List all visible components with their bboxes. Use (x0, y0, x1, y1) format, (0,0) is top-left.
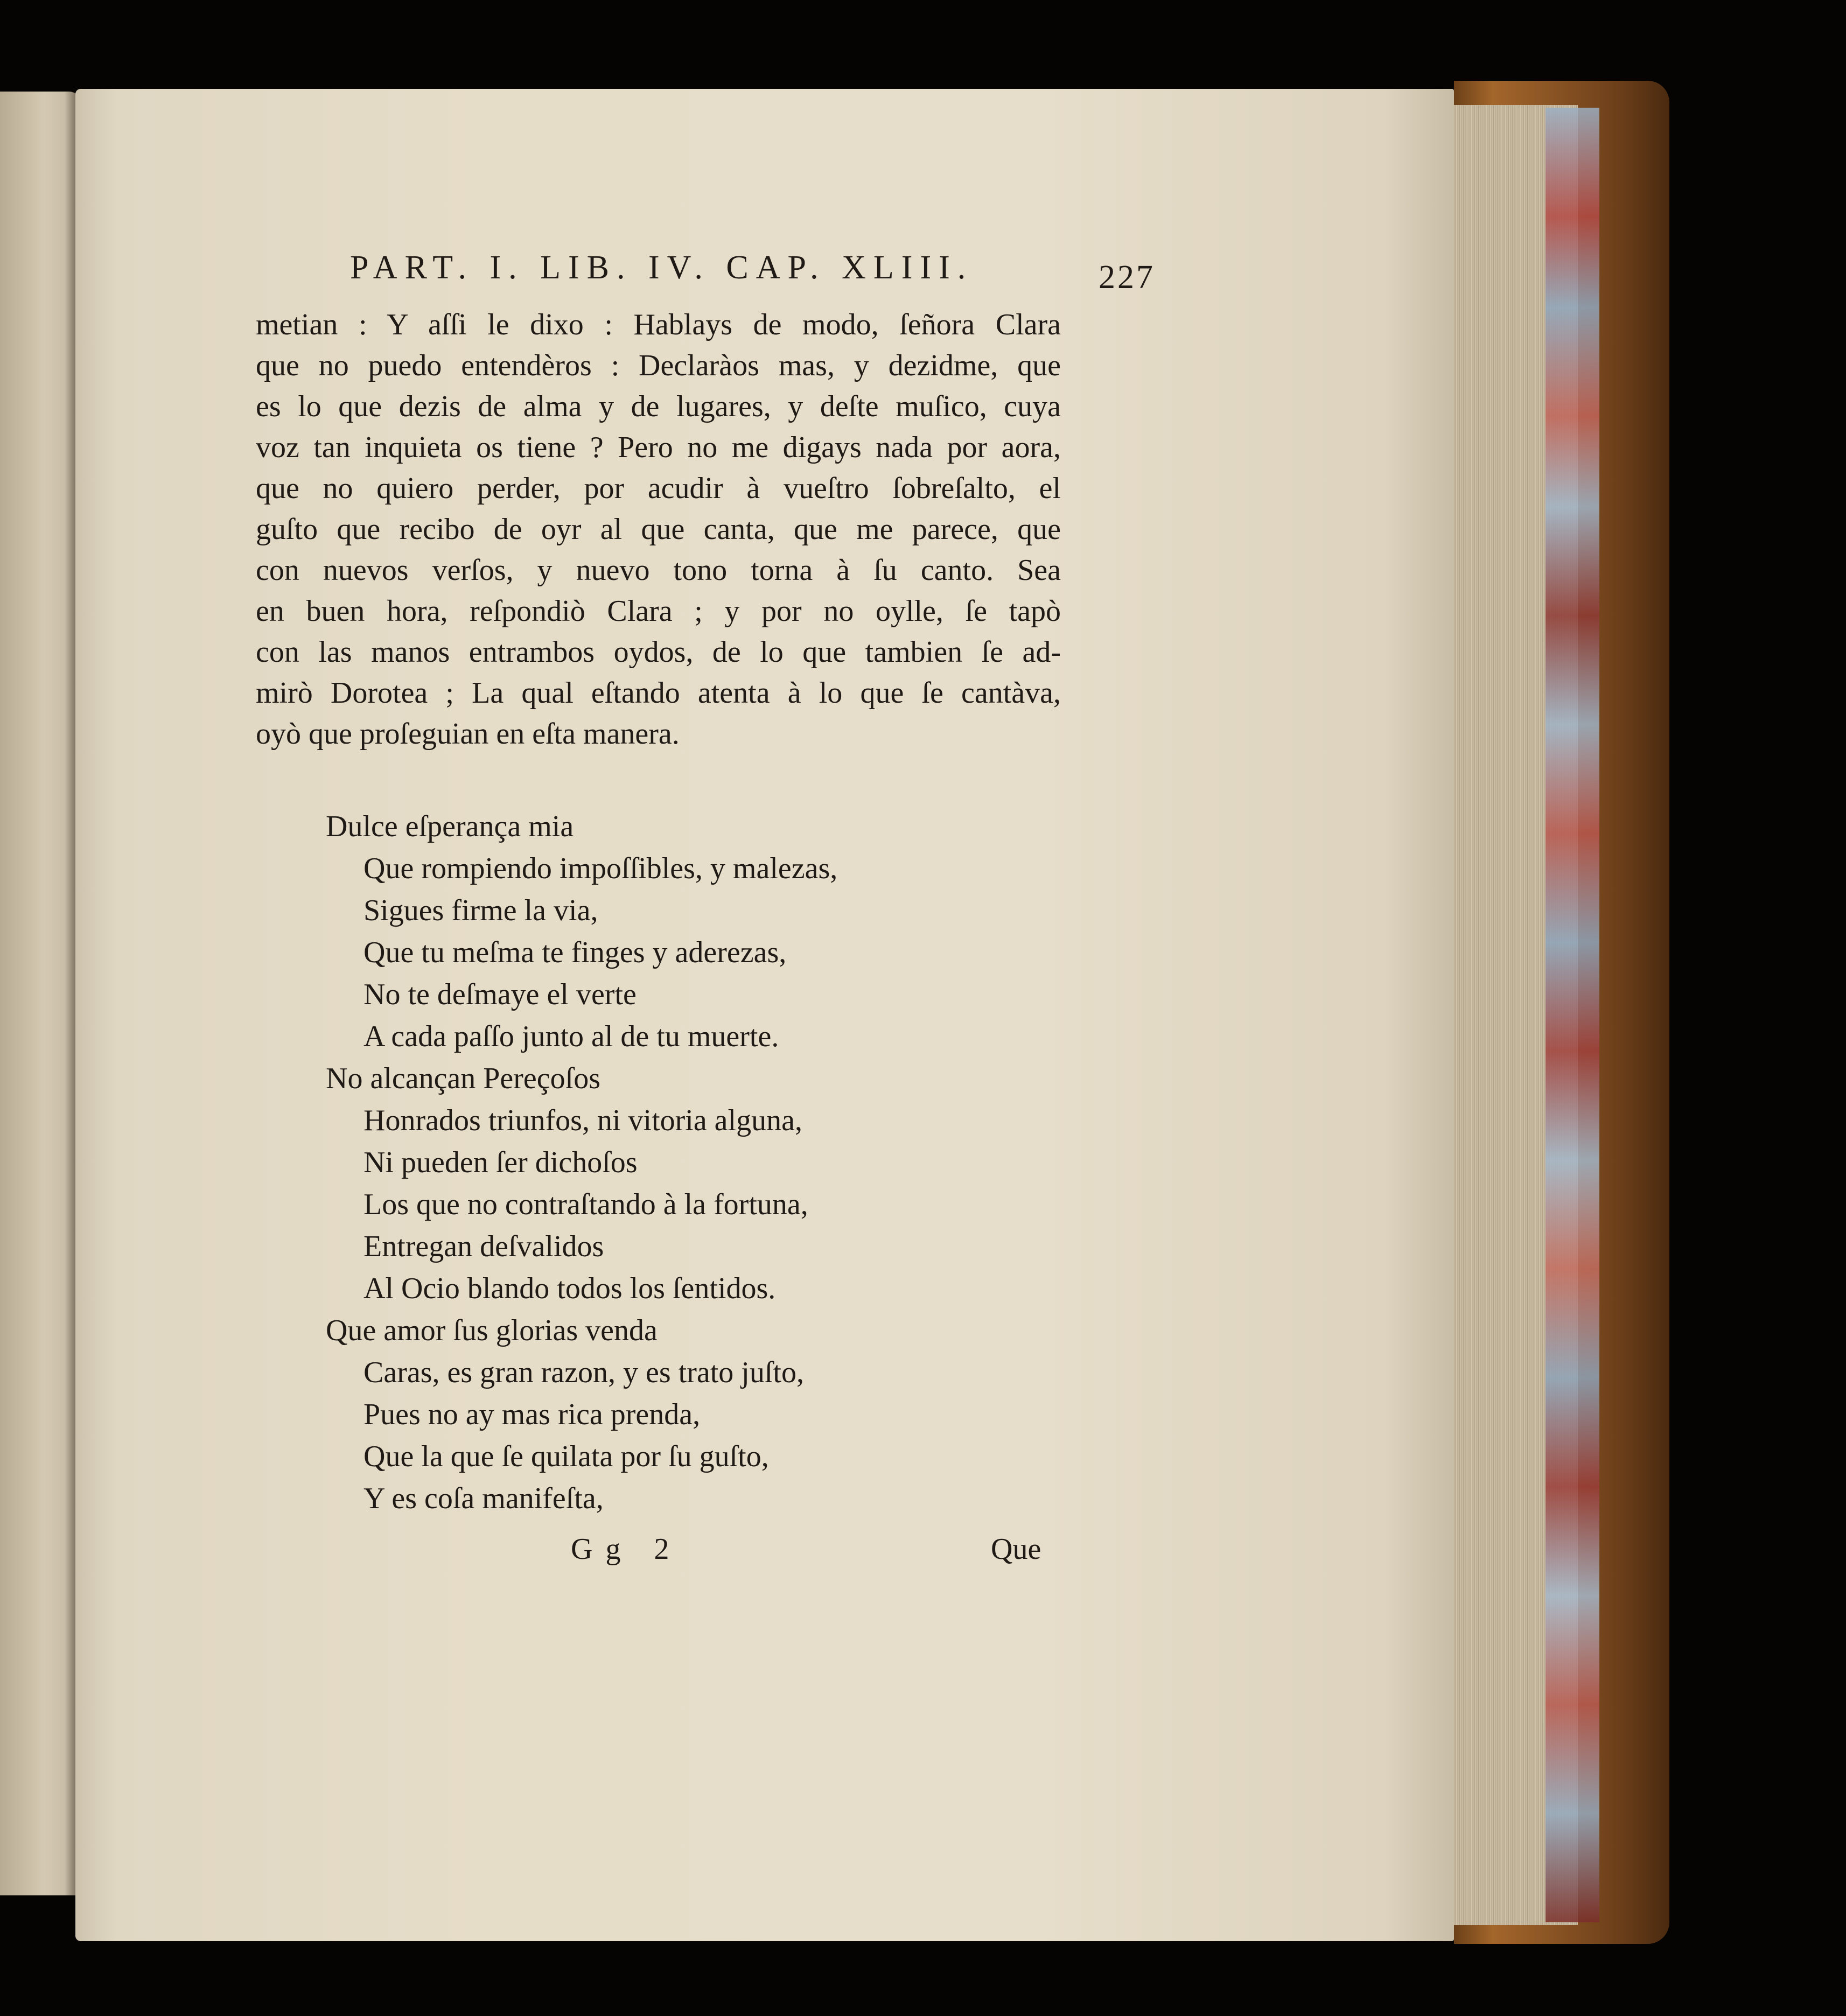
verse-line: Sigues firme la via, (363, 894, 598, 927)
prose-line: mirò Dorotea ; La qual eſtando atenta à lo que ſe cantàva, (256, 676, 1061, 710)
verse-line: Pues no ay mas rica prenda, (363, 1398, 701, 1431)
signature-mark: Gg 2 (571, 1532, 682, 1566)
verse-line: Al Ocio blando todos los ſentidos. (363, 1272, 776, 1305)
facing-page-edge (0, 92, 81, 1895)
verse-line: Y es coſa manifeſta, (363, 1482, 604, 1515)
prose-line: con las manos entrambos oydos, de lo que tambien ſe ad- (256, 635, 1061, 669)
verse-line: Que la que ſe quilata por ſu guſto, (363, 1440, 769, 1473)
verse-line: Que rompiendo impoſſibles, y malezas, (363, 852, 838, 885)
prose-line: que no quiero perder, por acudir à vueſtro ſobreſalto, el (256, 472, 1061, 505)
page-number: 227 (1099, 259, 1155, 296)
marbled-endpaper (1546, 108, 1599, 1922)
prose-line: con nuevos verſos, y nuevo tono torna à ſu canto. Sea (256, 554, 1061, 587)
prose-line: que no puedo entendèros : Declaràos mas, y dezidme, que (256, 349, 1061, 382)
prose-line: guſto que recibo de oyr al que canta, que me parece, que (256, 513, 1061, 546)
prose-line: oyò que proſeguian en eſta manera. (256, 717, 680, 751)
prose-line: voz tan inquieta os tiene ? Pero no me digays nada por aora, (256, 431, 1061, 464)
verse-line: Ni pueden ſer dichoſos (363, 1146, 638, 1179)
prose-line: en buen hora, reſpondiò Clara ; y por no oylle, ſe tapò (256, 594, 1061, 628)
catchword: Que (991, 1532, 1041, 1566)
verse-line: Que tu meſma te finges y aderezas, (363, 936, 787, 969)
verse-line: Honrados triunfos, ni vitoria alguna, (363, 1104, 802, 1137)
verse-line: Entregan deſvalidos (363, 1230, 604, 1263)
verse-line: No te deſmaye el verte (363, 978, 637, 1011)
verse-line: Dulce eſperança mia (326, 810, 574, 843)
running-head: PART. I. LIB. IV. CAP. XLIII. (350, 249, 974, 286)
verse-line: Caras, es gran razon, y es trato juſto, (363, 1356, 804, 1389)
prose-line: metian : Y aſſi le dixo : Hablays de modo, ſeñora Clara (256, 308, 1061, 341)
verse-line: A cada paſſo junto al de tu muerte. (363, 1020, 779, 1053)
verse-line: Que amor ſus glorias venda (326, 1314, 658, 1347)
verse-line: Los que no contraſtando à la fortuna, (363, 1188, 808, 1221)
verse-line: No alcançan Pereçoſos (326, 1062, 600, 1095)
prose-line: es lo que dezis de alma y de lugares, y deſte muſico, cuya (256, 390, 1061, 423)
